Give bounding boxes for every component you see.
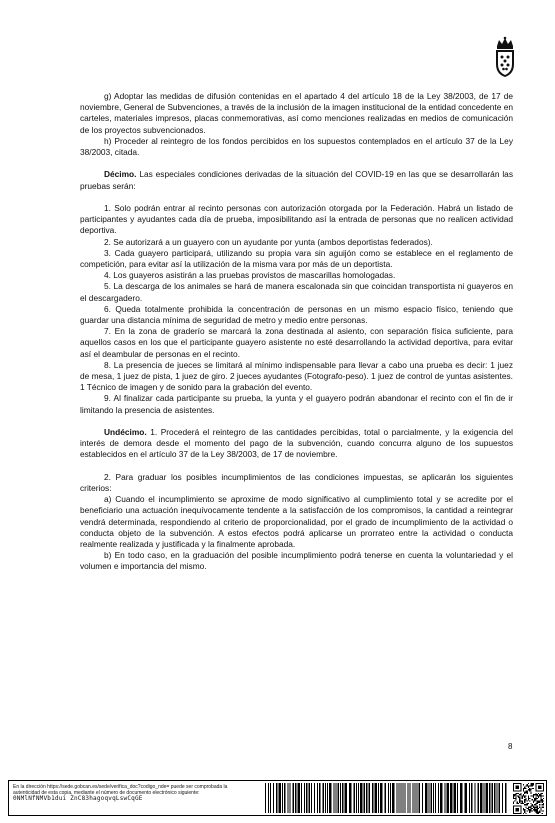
body-paragraph: 4. Los guayeros asistirán a las pruebas provistos de mascarillas homologadas. xyxy=(104,270,396,281)
clause-text: Las especiales condiciones derivadas de la situación del COVID-19 en las que se desarrollarán las pruebas serán: xyxy=(80,169,513,191)
body-paragraph: 2. Para graduar los posibles incumplimientos de las condiciones impuestas, se aplicarán los siguientes criterios: xyxy=(80,471,513,494)
body-paragraph: h) Proceder al reintegro de los fondos percibidos en los supuestos contemplados en el artículo 37 de la Ley 38/2003, citada. xyxy=(80,135,513,158)
body-paragraph: 7. En la zona de graderío se marcará la zona destinada al asiento, con separación física suficiente, para aquellos casos en los que el participante guayero asistente no esté desarrollando la actividad deportiva, para evitar así el deambular de personas en el recinto. xyxy=(80,326,513,359)
body-paragraph: 9. Al finalizar cada participante su prueba, la yunta y el guayero podrán abandonar el recinto con el fin de ir limitando la presencia de asistentes. xyxy=(80,393,513,415)
qr-code-icon xyxy=(513,783,544,814)
body-paragraph: 5. La descarga de los animales se hará de manera escalonada sin que coincidan transportista ni guayeros en el descargadero. xyxy=(80,281,513,303)
paragraph-spacer xyxy=(80,158,513,169)
body-paragraph: 2. Se autorizará a un guayero con un ayudante por yunta (ambos deportistas federados). xyxy=(104,236,433,247)
verification-text-block xyxy=(13,784,253,803)
clause-title: Décimo. xyxy=(104,169,137,180)
verification-footer xyxy=(8,780,547,816)
body-paragraph: a) Cuando el incumplimiento se aproxime de modo significativo al cumplimiento total y se acredite por el beneficiario una actuación inequívocamente tendente a la satisfacción de los compromisos, la cantidad a reintegrar vendrá determinada, respondiendo al criterio de proporcionalidad, por el grado de incumplimiento de la actividad o conducta objeto de la subvención. A estos efectos podrá aplicarse un prorrateo entre la actividad o conducta realmente realizada y justificada y la finalmente aprobada. xyxy=(80,494,513,550)
document-code: 0NMlNfNMVb1dui ZnC83hagoqvqLswCqGE xyxy=(13,795,143,803)
clause-text: 1. Procederá el reintegro de las cantidades percibidas, total o parcialmente, y la exigencia del interés de demora desde el momento del pago de la subvención, cuando concurra alguno de los supuestos establecidos en el artículo 37 de la Ley 38/2003, de 17 de noviembre. xyxy=(80,427,513,460)
barcode-icon xyxy=(264,783,509,813)
clause-paragraph xyxy=(80,169,513,191)
clause-paragraph xyxy=(80,427,513,461)
page-number: 8 xyxy=(508,742,513,751)
paragraph-spacer xyxy=(80,416,513,427)
clause-title: Undécimo. xyxy=(104,427,147,438)
body-paragraph: 3. Cada guayero participará, utilizando su propia vara sin aguijón como se establece en el reglamento de competición, para evitar así la utilización de la misma vara por más de un deportista. xyxy=(80,247,513,270)
body-paragraph: g) Adoptar las medidas de difusión contenidas en el apartado 4 del artículo 18 de la Ley 38/2003, de 17 de noviembre, General de Subvenciones, a través de la inclusión de la imagen institucional de la entidad concedente en carteles, materiales impresos, placas conmemorativas, así como menciones realizadas en medios de comunicación de los proyectos subvencionados. xyxy=(80,91,513,135)
document-body xyxy=(80,91,513,573)
verification-text: En la dirección https://sede.gobcan.es/sede/verifica_doc?codigo_nde= puede ser comprobada la autenticidad de esta copia, mediante el número de documento electrónico siguiente: xyxy=(13,784,228,797)
body-paragraph: 8. La presencia de jueces se limitará al mínimo indispensable para llevar a cabo una prueba es decir: 1 juez de mesa, 1 juez de pista, 1 juez de giro. 2 jueces ayudantes (Fotografo-peso). 1 juez de control de yuntas asistentes. 1 Técnico de imagen y de sonido para la grabación del evento. xyxy=(80,359,513,393)
body-paragraph: 1. Solo podrán entrar al recinto personas con autorización otorgada por la Federación. Habrá un listado de participantes y ayudantes cada día de prueba, imposibilitando así la entrada de personas que no realicen actividad deportiva. xyxy=(80,203,513,236)
coat-of-arms-icon xyxy=(494,36,516,78)
body-paragraph: b) En todo caso, en la graduación del posible incumplimiento podrá tenerse en cuenta la voluntariedad y el volumen e importancia del mismo. xyxy=(80,550,513,572)
paragraph-spacer xyxy=(80,461,513,472)
paragraph-spacer xyxy=(80,192,513,203)
body-paragraph: 6. Queda totalmente prohibida la concentración de personas en un mismo espacio físico, teniendo que guardar una distancia mínima de seguridad de metro y medio entre personas. xyxy=(80,303,513,326)
